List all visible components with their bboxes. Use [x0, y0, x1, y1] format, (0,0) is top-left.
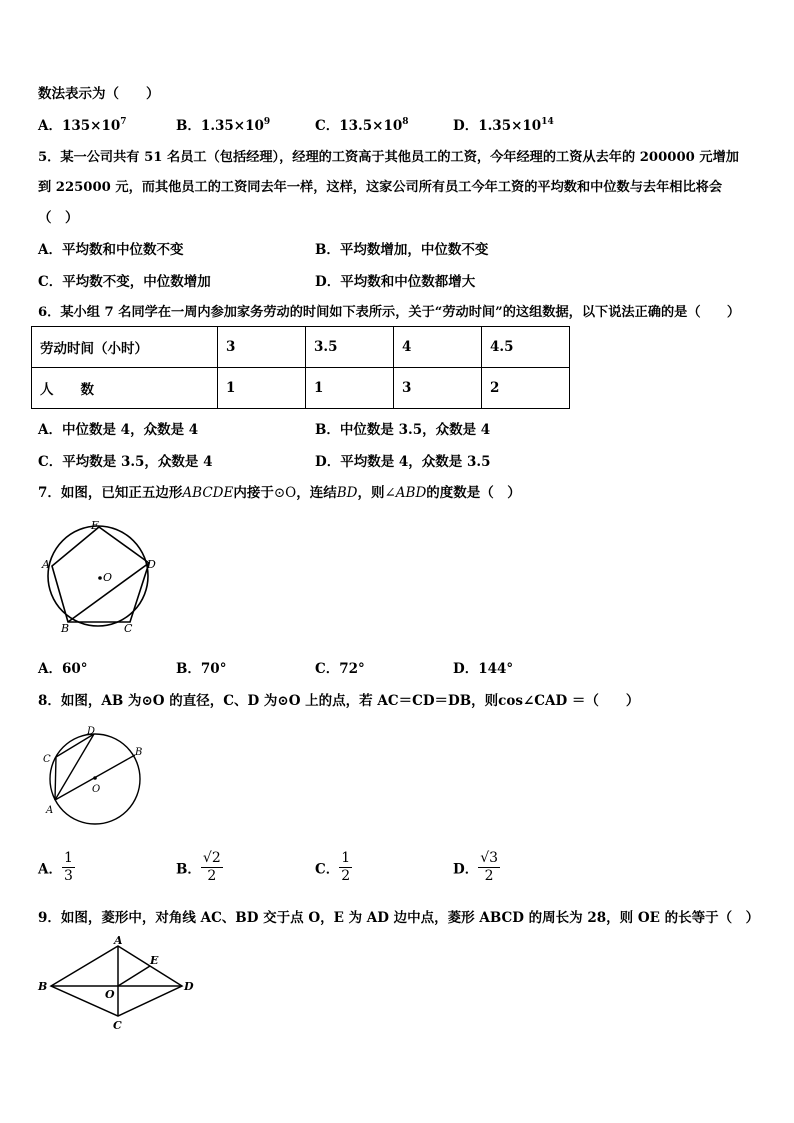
table-cell: 3.5	[306, 327, 394, 368]
q8-label-a: A	[46, 805, 54, 816]
q5-option-c: C．平均数不变，中位数增加	[38, 274, 211, 290]
q9-label-d: D	[184, 980, 194, 993]
table-cell: 劳动时间（小时）	[32, 327, 218, 368]
q6-option-c: C．平均数是 3.5，众数是 4	[38, 454, 213, 470]
q4-option-b: B．$1.35\times 10^9$	[176, 117, 271, 134]
q5-stem-line1: 5．某一公司共有 51 名员工（包括经理），经理的工资高于其他员工的工资，今年经理的工资从去年的 200000 元增加	[38, 150, 739, 165]
q8-option-a: A． $\frac{1}{3}$	[38, 850, 73, 884]
q4-stem-tail: 数法表示为（ ）	[38, 86, 160, 102]
q7-label-o: O	[103, 571, 113, 584]
q9-label-c: C	[113, 1019, 122, 1032]
q4-option-d: D．$1.35\times 10^{14}$	[453, 117, 554, 134]
q7-label-e: E	[91, 519, 100, 532]
q7-option-c: C．72°	[315, 661, 365, 677]
q7-option-d: D．144°	[453, 661, 514, 677]
q6-stem: 6．某小组 7 名同学在一周内参加家务劳动的时间如下表所示，关于“劳动时间”的这组数据，以下说法正确的是（ ）	[38, 305, 741, 320]
q8-option-c: C． $\frac{1}{2}$	[315, 850, 351, 884]
q5-option-d: D．平均数和中位数都增大	[315, 274, 476, 290]
q8-stem: 8．如图，AB 为⊙O 的直径，C、D 为⊙O 上的点，若 AC＝CD＝DB，则cos∠CAD ＝（ ）	[38, 693, 640, 709]
q6-option-b: B．中位数是 3.5，众数是 4	[315, 422, 491, 438]
q5-option-b: B．平均数增加，中位数不变	[315, 242, 489, 258]
q5-stem-line2: 到 225000 元，而其他员工的工资同去年一样，这样，这家公司所有员工今年工资的平均数和中位数与去年相比将会	[38, 180, 723, 195]
q8-label-d: D	[87, 726, 96, 737]
q8-option-d: D． $\frac{√3}{2}$	[453, 850, 499, 884]
q6-table	[31, 326, 570, 409]
table-cell: 人 数	[32, 368, 218, 409]
table-cell: 4.5	[482, 327, 570, 368]
table-cell: 2	[482, 368, 570, 409]
q6-option-a: A．中位数是 4，众数是 4	[38, 422, 199, 438]
q9-stem: 9．如图，菱形中，对角线 AC、BD 交于点 O，E 为 AD 边中点，菱形 ABCD 的周长为 28，则 OE 的长等于（ ）	[38, 910, 760, 926]
q7-option-a: A．60°	[38, 661, 88, 677]
table-cell: 3	[218, 327, 306, 368]
q8-label-b: B	[135, 747, 143, 758]
table-cell: 1	[218, 368, 306, 409]
q4-option-a: A．$135\times 10^7$	[38, 117, 127, 134]
q9-label-a: A	[114, 934, 123, 947]
q7-label-b: B	[61, 622, 70, 635]
q7-option-b: B．70°	[176, 661, 227, 677]
table-row	[32, 327, 570, 368]
table-cell: 3	[394, 368, 482, 409]
q8-option-b: B． $\frac{√2}{2}$	[176, 850, 221, 884]
q7-label-c: C	[124, 622, 133, 635]
q8-circle-figure	[34, 720, 154, 830]
q9-label-o: O	[105, 988, 115, 1001]
q9-label-b: B	[38, 980, 48, 993]
q7-pentagon-figure	[30, 514, 170, 639]
q6-option-d: D．平均数是 4，众数是 3.5	[315, 454, 491, 470]
q7-label-d: D	[147, 558, 156, 571]
table-row	[32, 368, 570, 409]
table-cell: 1	[306, 368, 394, 409]
q7-label-a: A	[42, 558, 50, 571]
q7-stem: 7．如图，已知正五边形ABCDE内接于⊙O，连结BD，则∠ABD的度数是（ ）	[38, 485, 521, 501]
q4-option-c: C．$13.5\times 10^8$	[315, 117, 409, 134]
q8-label-c: C	[43, 754, 51, 765]
q9-rhombus-figure	[34, 932, 204, 1032]
q5-option-a: A．平均数和中位数不变	[38, 242, 184, 258]
q9-label-e: E	[150, 954, 159, 967]
table-cell: 4	[394, 327, 482, 368]
q5-stem-line3: （ ）	[38, 210, 79, 226]
q8-label-o: O	[92, 784, 101, 795]
